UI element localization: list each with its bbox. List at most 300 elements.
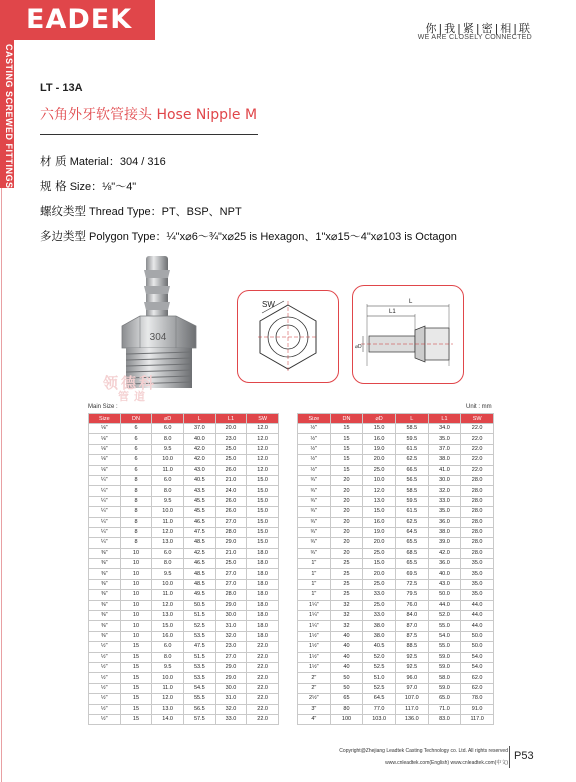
table-row [298, 496, 494, 506]
table-cell: 25 [330, 569, 363, 579]
table-cell: 40.0 [183, 434, 215, 444]
table-cell: 2" [298, 673, 331, 683]
table-cell: 13.0 [152, 704, 184, 714]
table-cell: 40 [330, 652, 363, 662]
table-cell: 1¼" [298, 600, 331, 610]
table-row [298, 642, 494, 652]
spec-value: Polygon Type：¼"x⌀6～¾"x⌀25 is Hexagon、1"x⌀15～4"x⌀103 is Octagon [86, 231, 457, 243]
table-cell: 1½" [298, 642, 331, 652]
table-cell: 22.0 [247, 714, 279, 724]
footer-copyright: Copyright@Zhejiang Leadtek Casting Technology co. Ltd. All rights reserved [339, 748, 508, 754]
table-row [89, 662, 279, 672]
table-cell: 8 [120, 517, 152, 527]
table-cell: 15 [120, 673, 152, 683]
table-cell: 87.0 [395, 621, 428, 631]
table-cell: 4" [298, 714, 331, 724]
table-row [89, 714, 279, 724]
table-cell: 1½" [298, 631, 331, 641]
table-cell: 54.0 [461, 652, 494, 662]
table-cell: 46.5 [183, 559, 215, 569]
table-cell: 15 [120, 662, 152, 672]
table-cell: 8.0 [152, 559, 184, 569]
table-row [298, 652, 494, 662]
table-cell: 42.0 [183, 444, 215, 454]
table-cell: 18.0 [247, 621, 279, 631]
table-cell: 59.5 [395, 434, 428, 444]
table-cell: 19.0 [363, 444, 396, 454]
table-cell: 8 [120, 507, 152, 517]
table-cell: 65.5 [395, 559, 428, 569]
table-row [89, 673, 279, 683]
table-row [89, 600, 279, 610]
table-cell: 44.0 [461, 600, 494, 610]
table-cell: 8.0 [152, 652, 184, 662]
table-cell: 6.0 [152, 548, 184, 558]
side-view-diagram [352, 285, 464, 384]
table-cell: 32.0 [215, 704, 247, 714]
table-cell: ¾" [298, 538, 331, 548]
table-cell: 1¼" [298, 621, 331, 631]
watermark: 领德科 [103, 375, 158, 392]
table-cell: 8 [120, 527, 152, 537]
table-cell: ½" [298, 434, 331, 444]
table-row [298, 714, 494, 724]
table-row [298, 548, 494, 558]
table-cell: 15 [330, 424, 363, 434]
footer-websites: www.cnleadtek.com(English) www.cnleadtek.com(中文) [385, 760, 508, 766]
table-cell: 50.0 [428, 590, 461, 600]
table-cell: 40 [330, 662, 363, 672]
table-cell: 45.5 [183, 496, 215, 506]
table-cell: 40.5 [363, 642, 396, 652]
table-row [89, 486, 279, 496]
table-cell: 18.0 [247, 611, 279, 621]
table-cell: 54.5 [183, 683, 215, 693]
spec-label: 规 格 [40, 179, 67, 193]
spec-label: 多边类型 [40, 229, 86, 243]
table-row [298, 465, 494, 475]
table-cell: 6 [120, 444, 152, 454]
table-cell: 47.5 [183, 527, 215, 537]
table-cell: 8.0 [152, 434, 184, 444]
table-cell: 10 [120, 590, 152, 600]
table-cell: 10 [120, 548, 152, 558]
table-cell: 25.0 [363, 579, 396, 589]
table-cell: 79.5 [395, 590, 428, 600]
table-cell: 42.0 [428, 548, 461, 558]
table-cell: 35.0 [461, 559, 494, 569]
table-cell: 26.0 [215, 507, 247, 517]
table-cell: 20 [330, 548, 363, 558]
table-row [298, 486, 494, 496]
table-cell: 43.0 [183, 465, 215, 475]
table-cell: 28.0 [461, 486, 494, 496]
table-cell: 20 [330, 507, 363, 517]
table-cell: 20 [330, 538, 363, 548]
table-cell: 28.0 [461, 507, 494, 517]
table-cell: 33.0 [363, 590, 396, 600]
table-cell: 53.5 [183, 662, 215, 672]
table-cell: 136.0 [395, 714, 428, 724]
table-cell: 55.0 [428, 642, 461, 652]
table-cell: ⅛" [89, 465, 121, 475]
table-row [298, 694, 494, 704]
column-header: ⌀D [363, 414, 396, 424]
table-cell: 92.5 [395, 652, 428, 662]
table-cell: 9.5 [152, 662, 184, 672]
watermark-sub: 管道 [118, 391, 150, 403]
table-cell: 38.0 [363, 631, 396, 641]
table-cell: 13.0 [152, 538, 184, 548]
table-cell: 45.5 [183, 507, 215, 517]
table-cell: 21.0 [215, 475, 247, 485]
table-cell: 25.0 [215, 455, 247, 465]
table-cell: 33.0 [363, 611, 396, 621]
table-row [89, 424, 279, 434]
table-cell: 117.0 [461, 714, 494, 724]
table-cell: 10.0 [363, 475, 396, 485]
table-cell: 55.0 [428, 621, 461, 631]
table-cell: 37.0 [428, 444, 461, 454]
spec-value: Thread Type：PT、BSP、NPT [86, 206, 242, 218]
table-cell: 18.0 [247, 631, 279, 641]
table-cell: 27.0 [215, 652, 247, 662]
table-cell: ⅜" [89, 569, 121, 579]
table-row [298, 569, 494, 579]
table-cell: 15 [120, 642, 152, 652]
table-cell: 25 [330, 579, 363, 589]
table-cell: 22.0 [247, 683, 279, 693]
table-cell: 16.0 [363, 517, 396, 527]
table-row [298, 631, 494, 641]
column-header: Size [298, 414, 331, 424]
table-cell: 77.0 [363, 704, 396, 714]
table-cell: 22.0 [461, 465, 494, 475]
table-cell: ¾" [298, 496, 331, 506]
table-cell: 15 [120, 683, 152, 693]
table-cell: 10 [120, 631, 152, 641]
table-row [89, 507, 279, 517]
table-cell: 52.5 [363, 662, 396, 672]
table-cell: 35.0 [428, 507, 461, 517]
table-cell: 15.0 [247, 475, 279, 485]
table-cell: 12.0 [247, 424, 279, 434]
table-cell: 15.0 [247, 538, 279, 548]
table-cell: 22.0 [247, 662, 279, 672]
table-cell: ¾" [298, 517, 331, 527]
table-cell: 12.0 [363, 486, 396, 496]
table-cell: 12.0 [247, 444, 279, 454]
table-cell: 15.0 [363, 424, 396, 434]
table-cell: ⅜" [89, 590, 121, 600]
column-header: DN [120, 414, 152, 424]
table-cell: 44.0 [428, 600, 461, 610]
table-row [298, 507, 494, 517]
table-cell: 15.0 [363, 559, 396, 569]
table-cell: 30.0 [215, 683, 247, 693]
table-cell: 29.0 [215, 600, 247, 610]
table-row [89, 517, 279, 527]
table-cell: 52.0 [428, 611, 461, 621]
table-cell: ⅜" [89, 579, 121, 589]
table-cell: 65.5 [395, 538, 428, 548]
table-cell: 56.5 [183, 704, 215, 714]
table-cell: 1" [298, 569, 331, 579]
table-cell: 18.0 [247, 590, 279, 600]
column-header: Size [89, 414, 121, 424]
table-cell: ½" [89, 704, 121, 714]
table-cell: ¼" [89, 527, 121, 537]
table-cell: 66.5 [395, 465, 428, 475]
table-cell: 11.0 [152, 517, 184, 527]
table-cell: 71.0 [428, 704, 461, 714]
table-row [298, 559, 494, 569]
table-cell: 51.5 [183, 611, 215, 621]
table-cell: 28.0 [461, 475, 494, 485]
table-row [89, 496, 279, 506]
table-cell: 8 [120, 486, 152, 496]
table-cell: 20 [330, 475, 363, 485]
table-cell: 51.0 [363, 673, 396, 683]
table-cell: 69.5 [395, 569, 428, 579]
table-cell: 50 [330, 683, 363, 693]
spec-label: 材 质 [40, 154, 67, 168]
table-cell: 21.0 [215, 548, 247, 558]
table-cell: 59.5 [395, 496, 428, 506]
table-cell: 12.0 [247, 455, 279, 465]
table-cell: 88.5 [395, 642, 428, 652]
table-cell: 24.0 [215, 486, 247, 496]
table-cell: ½" [89, 694, 121, 704]
table-cell: 22.0 [247, 694, 279, 704]
table-cell: 59.0 [428, 652, 461, 662]
column-header: L [183, 414, 215, 424]
table-cell: 37.0 [183, 424, 215, 434]
table-cell: 62.5 [395, 517, 428, 527]
column-header: L1 [215, 414, 247, 424]
table-cell: 15.0 [247, 517, 279, 527]
table-cell: ⅜" [89, 611, 121, 621]
table-cell: 36.0 [428, 517, 461, 527]
table-cell: ⅛" [89, 434, 121, 444]
table-cell: ¼" [89, 496, 121, 506]
table-cell: 10 [120, 611, 152, 621]
table-cell: 41.0 [428, 465, 461, 475]
table-cell: 28.0 [461, 517, 494, 527]
table-cell: 54.0 [461, 662, 494, 672]
table-cell: 40.0 [428, 569, 461, 579]
table-cell: ½" [298, 455, 331, 465]
l1-label: L1 [389, 309, 396, 315]
slogan-en: WE ARE CLOSELY CONNECTED [417, 34, 532, 41]
product-title: 六角外牙软管接头 Hose Nipple M [40, 107, 258, 123]
table-row [89, 611, 279, 621]
table-cell: ⅜" [89, 600, 121, 610]
table-cell: ½" [89, 673, 121, 683]
table-row [298, 424, 494, 434]
table-cell: 32.0 [428, 486, 461, 496]
table-cell: 51.5 [183, 652, 215, 662]
table-cell: 29.0 [215, 538, 247, 548]
table-cell: ½" [89, 642, 121, 652]
table-cell: 27.0 [215, 517, 247, 527]
table-cell: 55.5 [183, 694, 215, 704]
table-cell: 87.5 [395, 631, 428, 641]
table-cell: ½" [298, 424, 331, 434]
table-row [298, 600, 494, 610]
table-row [89, 465, 279, 475]
table-cell: 18.0 [247, 569, 279, 579]
table-cell: 48.5 [183, 569, 215, 579]
column-header: L [395, 414, 428, 424]
table-cell: 15 [330, 444, 363, 454]
table-cell: 15 [120, 652, 152, 662]
table-cell: 15 [120, 714, 152, 724]
table-cell: 53.5 [183, 673, 215, 683]
footer-divider [509, 746, 510, 768]
size-table-left [88, 413, 279, 725]
table-cell: 62.5 [395, 455, 428, 465]
table-cell: ¾" [298, 475, 331, 485]
table-cell: 91.0 [461, 704, 494, 714]
table-cell: 1" [298, 590, 331, 600]
table-cell: ⅜" [89, 548, 121, 558]
table-cell: 62.0 [461, 683, 494, 693]
table-cell: 65.0 [428, 694, 461, 704]
table-cell: 64.5 [395, 527, 428, 537]
table-cell: 25.0 [215, 559, 247, 569]
table-cell: 12.0 [247, 465, 279, 475]
table-cell: 48.5 [183, 538, 215, 548]
table-cell: 28.0 [461, 496, 494, 506]
table-row [89, 569, 279, 579]
table-cell: 92.5 [395, 662, 428, 672]
table-cell: 10 [120, 600, 152, 610]
table-cell: 13.0 [363, 496, 396, 506]
table-cell: 33.0 [215, 714, 247, 724]
table-cell: ¾" [298, 527, 331, 537]
spec-thread [40, 203, 242, 219]
table-cell: 50 [330, 673, 363, 683]
table-row [89, 704, 279, 714]
table-cell: 22.0 [247, 652, 279, 662]
table-cell: 35.0 [461, 579, 494, 589]
brand-logo: EADEK [26, 4, 133, 35]
table-cell: 78.0 [461, 694, 494, 704]
table-cell: 31.0 [215, 621, 247, 631]
table-row [89, 527, 279, 537]
table-cell: 8 [120, 475, 152, 485]
side-tab-label: CASTING SCREWED FITTINGS [4, 44, 14, 189]
table-cell: ¼" [89, 538, 121, 548]
table-cell: ½" [89, 652, 121, 662]
table-cell: ½" [89, 662, 121, 672]
table-cell: 20 [330, 527, 363, 537]
table-row [89, 434, 279, 444]
table-cell: 47.5 [183, 642, 215, 652]
size-table-right [297, 413, 494, 725]
table-cell: ¼" [89, 517, 121, 527]
table-cell: 29.0 [215, 673, 247, 683]
table-cell: 18.0 [247, 548, 279, 558]
table-cell: 14.0 [152, 714, 184, 724]
table-cell: 32 [330, 600, 363, 610]
table-row [89, 538, 279, 548]
table-cell: 15.0 [152, 621, 184, 631]
table-cell: 49.5 [183, 590, 215, 600]
table-row [89, 694, 279, 704]
table-cell: ½" [89, 714, 121, 724]
table-cell: 9.5 [152, 496, 184, 506]
table-cell: 46.5 [183, 517, 215, 527]
table-cell: ⅜" [89, 559, 121, 569]
table-row [89, 652, 279, 662]
table-cell: ⅛" [89, 455, 121, 465]
table-cell: 31.0 [215, 694, 247, 704]
sw-label: SW [262, 300, 275, 309]
table-cell: 26.0 [215, 496, 247, 506]
table-cell: 22.0 [461, 424, 494, 434]
main-size-label: Main Size : [88, 404, 118, 410]
table-cell: 18.0 [247, 559, 279, 569]
table-cell: 40 [330, 642, 363, 652]
table-cell: 117.0 [395, 704, 428, 714]
table-cell: 10.0 [152, 579, 184, 589]
table-cell: 40.5 [183, 475, 215, 485]
table-cell: 15.0 [247, 507, 279, 517]
table-cell: 59.0 [428, 662, 461, 672]
table-cell: 25.0 [363, 548, 396, 558]
page-number: P53 [514, 750, 534, 762]
table-cell: 11.0 [152, 683, 184, 693]
table-cell: 32 [330, 611, 363, 621]
table-cell: 22.0 [247, 673, 279, 683]
table-cell: 6.0 [152, 475, 184, 485]
table-cell: 96.0 [395, 673, 428, 683]
table-cell: 54.0 [428, 631, 461, 641]
table-cell: 16.0 [363, 434, 396, 444]
table-cell: 43.5 [183, 486, 215, 496]
table-cell: 80 [330, 704, 363, 714]
table-cell: 9.5 [152, 569, 184, 579]
table-row [298, 444, 494, 454]
table-cell: 20.0 [215, 424, 247, 434]
table-cell: 30.0 [428, 475, 461, 485]
table-cell: 56.5 [395, 475, 428, 485]
table-cell: 48.5 [183, 579, 215, 589]
table-cell: 6 [120, 424, 152, 434]
table-cell: 12.0 [152, 694, 184, 704]
table-cell: 6 [120, 455, 152, 465]
table-cell: 30.0 [215, 611, 247, 621]
table-row [298, 662, 494, 672]
table-cell: ½" [298, 444, 331, 454]
hex-end-diagram [237, 290, 339, 383]
table-cell: ¼" [89, 486, 121, 496]
table-cell: 53.5 [183, 631, 215, 641]
table-cell: ¾" [298, 486, 331, 496]
d-label: ⌀D [355, 344, 362, 350]
table-cell: ⅛" [89, 444, 121, 454]
table-cell: 38.0 [428, 455, 461, 465]
table-cell: 32.0 [215, 631, 247, 641]
table-cell: ½" [89, 683, 121, 693]
table-cell: 25.0 [363, 600, 396, 610]
table-row [298, 673, 494, 683]
table-cell: 58.0 [428, 673, 461, 683]
table-cell: 97.0 [395, 683, 428, 693]
table-row [89, 590, 279, 600]
